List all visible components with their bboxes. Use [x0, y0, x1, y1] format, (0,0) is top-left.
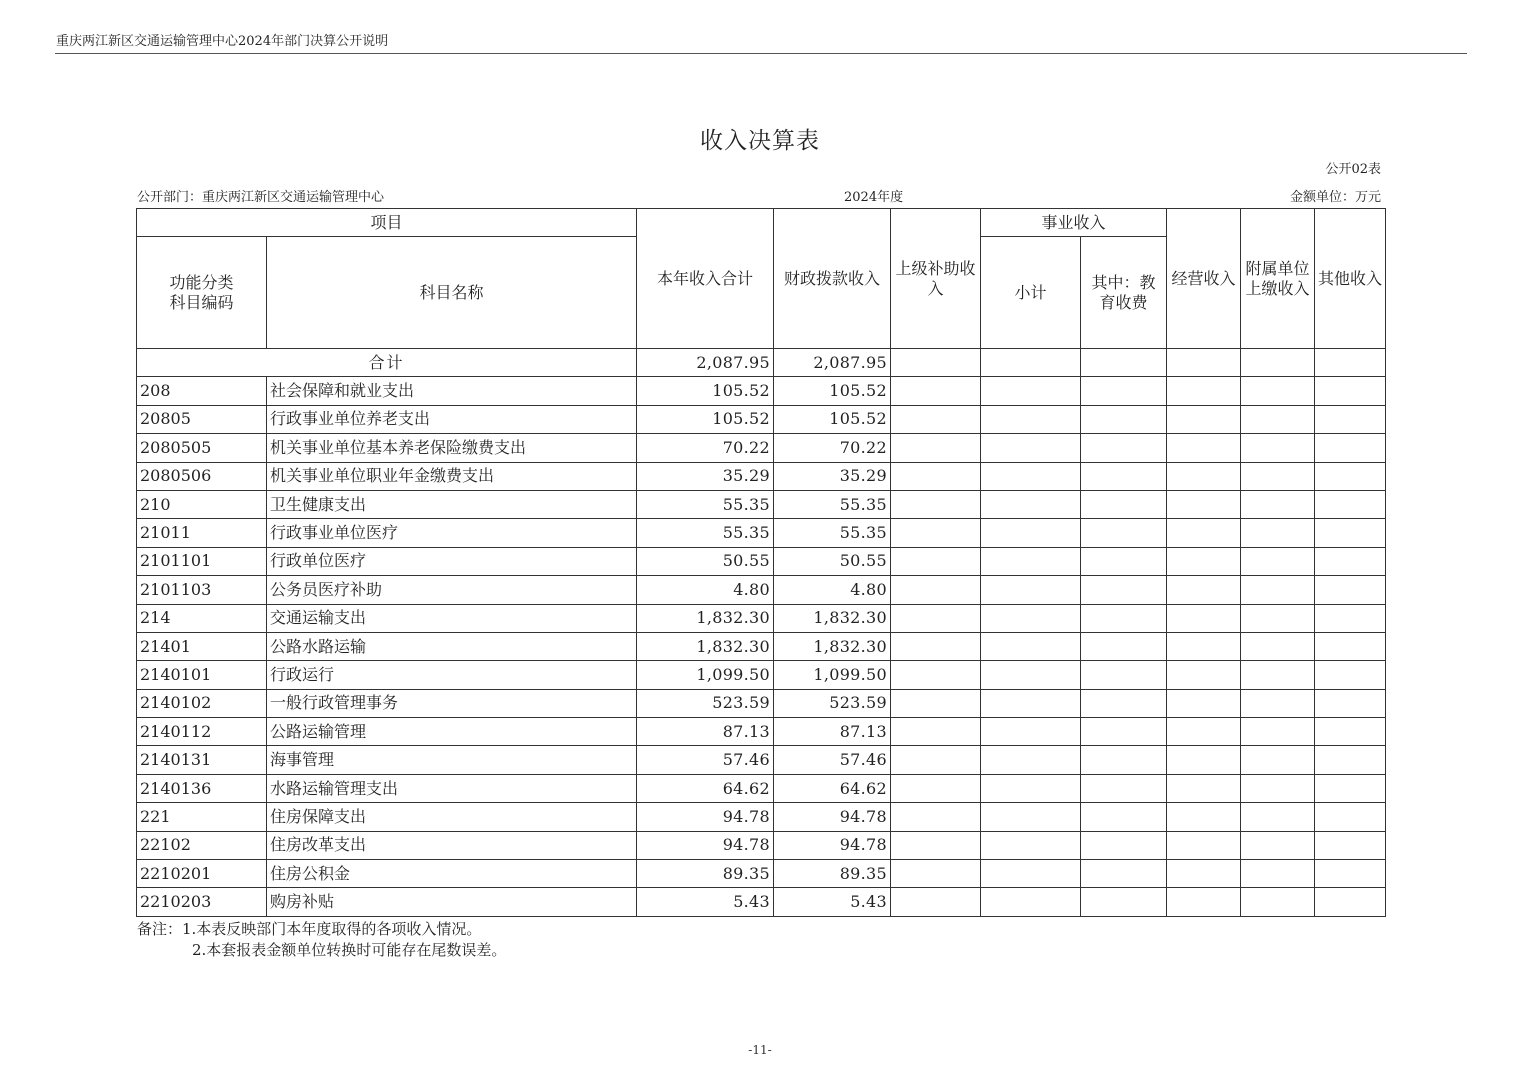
empty-cell: [1081, 803, 1167, 831]
empty-cell: [1167, 434, 1241, 462]
empty-cell: [1315, 377, 1386, 405]
row-name: 住房保障支出: [267, 803, 637, 831]
empty-cell: [1241, 803, 1315, 831]
total-income: 2,087.95: [637, 349, 774, 377]
empty-cell: [1315, 860, 1386, 888]
row-total: 50.55: [637, 547, 774, 575]
empty-cell: [981, 547, 1081, 575]
row-name: 海事管理: [267, 746, 637, 774]
empty-cell: [981, 888, 1081, 916]
header-business-income: 事业收入: [981, 209, 1167, 237]
empty-cell: [981, 803, 1081, 831]
row-code: 208: [137, 377, 267, 405]
empty-cell: [981, 462, 1081, 490]
empty-cell: [891, 462, 981, 490]
empty-cell: [891, 774, 981, 802]
row-code: 2101101: [137, 547, 267, 575]
empty-cell: [1081, 604, 1167, 632]
row-fiscal: 94.78: [774, 803, 891, 831]
table-row: [137, 519, 1386, 547]
row-fiscal: 57.46: [774, 746, 891, 774]
row-fiscal: 1,832.30: [774, 604, 891, 632]
row-name: 一般行政管理事务: [267, 689, 637, 717]
row-fiscal: 89.35: [774, 860, 891, 888]
empty-cell: [891, 746, 981, 774]
row-code: 221: [137, 803, 267, 831]
empty-cell: [1315, 831, 1386, 859]
row-total: 94.78: [637, 803, 774, 831]
empty-cell: [1241, 746, 1315, 774]
empty-cell: [891, 576, 981, 604]
table-row: [137, 689, 1386, 717]
empty-cell: [1315, 490, 1386, 518]
header-affiliated: 附属单位上缴收入: [1241, 209, 1315, 349]
row-fiscal: 35.29: [774, 462, 891, 490]
footnotes: [137, 919, 506, 961]
empty-cell: [1315, 576, 1386, 604]
empty-cell: [1315, 689, 1386, 717]
empty-cell: [1167, 405, 1241, 433]
row-total: 1,832.30: [637, 632, 774, 660]
running-header: 重庆两江新区交通运输管理中心2024年部门决算公开说明: [56, 34, 389, 49]
empty-cell: [1167, 746, 1241, 774]
empty-cell: [981, 604, 1081, 632]
empty-cell: [1315, 774, 1386, 802]
empty-cell: [981, 774, 1081, 802]
empty-cell: [981, 831, 1081, 859]
row-name: 公路运输管理: [267, 718, 637, 746]
income-statement-table: [136, 208, 1386, 917]
empty-cell: [1241, 405, 1315, 433]
page-number: -11-: [748, 1043, 772, 1057]
empty-cell: [891, 860, 981, 888]
empty-cell: [1315, 519, 1386, 547]
row-name: 卫生健康支出: [267, 490, 637, 518]
row-name: 交通运输支出: [267, 604, 637, 632]
empty-cell: [1241, 718, 1315, 746]
row-code: 21011: [137, 519, 267, 547]
empty-cell: [1167, 519, 1241, 547]
table-row: [137, 434, 1386, 462]
row-name: 行政单位医疗: [267, 547, 637, 575]
table-row: [137, 604, 1386, 632]
empty-cell: [1167, 718, 1241, 746]
header-project: 项目: [137, 209, 637, 237]
row-code: 21401: [137, 632, 267, 660]
row-fiscal: 5.43: [774, 888, 891, 916]
empty-cell: [981, 490, 1081, 518]
row-code: 2140102: [137, 689, 267, 717]
row-name: 社会保障和就业支出: [267, 377, 637, 405]
row-code: 210: [137, 490, 267, 518]
empty-cell: [1081, 519, 1167, 547]
table-row: [137, 860, 1386, 888]
table-row: [137, 377, 1386, 405]
row-fiscal: 70.22: [774, 434, 891, 462]
amount-unit: 金额单位：万元: [1289, 190, 1381, 205]
row-fiscal: 87.13: [774, 718, 891, 746]
header-operating: 经营收入: [1167, 209, 1241, 349]
table-row: [137, 405, 1386, 433]
empty-cell: [1081, 831, 1167, 859]
row-name: 住房公积金: [267, 860, 637, 888]
row-total: 87.13: [637, 718, 774, 746]
empty-cell: [891, 490, 981, 518]
empty-cell: [981, 576, 1081, 604]
empty-cell: [1081, 718, 1167, 746]
row-name: 机关事业单位基本养老保险缴费支出: [267, 434, 637, 462]
row-name: 行政运行: [267, 661, 637, 689]
empty-cell: [1241, 860, 1315, 888]
empty-cell: [891, 604, 981, 632]
row-total: 64.62: [637, 774, 774, 802]
row-total: 523.59: [637, 689, 774, 717]
empty-cell: [981, 377, 1081, 405]
empty-cell: [981, 434, 1081, 462]
row-name: 公路水路运输: [267, 632, 637, 660]
row-code: 2140136: [137, 774, 267, 802]
row-name: 行政事业单位养老支出: [267, 405, 637, 433]
empty-cell: [1081, 576, 1167, 604]
empty-cell: [1315, 746, 1386, 774]
empty-cell: [1315, 462, 1386, 490]
empty-cell: [981, 860, 1081, 888]
table-row: [137, 746, 1386, 774]
empty-cell: [891, 519, 981, 547]
row-total: 94.78: [637, 831, 774, 859]
table-row: [137, 490, 1386, 518]
row-total: 89.35: [637, 860, 774, 888]
row-total: 5.43: [637, 888, 774, 916]
empty-cell: [981, 718, 1081, 746]
empty-cell: [1081, 661, 1167, 689]
empty-cell: [891, 831, 981, 859]
empty-cell: [1081, 746, 1167, 774]
empty-cell: [1081, 547, 1167, 575]
row-total: 105.52: [637, 405, 774, 433]
table-row: [137, 661, 1386, 689]
empty-cell: [1315, 547, 1386, 575]
row-code: 2080506: [137, 462, 267, 490]
empty-cell: [891, 632, 981, 660]
empty-cell: [1081, 632, 1167, 660]
empty-cell: [1241, 462, 1315, 490]
empty-cell: [1315, 661, 1386, 689]
empty-cell: [1241, 632, 1315, 660]
table-row: [137, 462, 1386, 490]
empty-cell: [1167, 490, 1241, 518]
empty-cell: [1081, 888, 1167, 916]
empty-cell: [1241, 490, 1315, 518]
row-code: 2140112: [137, 718, 267, 746]
empty-cell: [1315, 803, 1386, 831]
empty-cell: [981, 746, 1081, 774]
note-1: 备注：1.本表反映部门本年度取得的各项收入情况。: [137, 920, 482, 938]
row-code: 22102: [137, 831, 267, 859]
empty-cell: [1241, 888, 1315, 916]
row-fiscal: 50.55: [774, 547, 891, 575]
empty-cell: [1081, 490, 1167, 518]
row-fiscal: 55.35: [774, 519, 891, 547]
row-fiscal: 523.59: [774, 689, 891, 717]
empty-cell: [1315, 434, 1386, 462]
total-label: 合计: [137, 349, 637, 377]
row-total: 57.46: [637, 746, 774, 774]
empty-cell: [1241, 519, 1315, 547]
empty-cell: [981, 519, 1081, 547]
empty-cell: [1167, 774, 1241, 802]
empty-cell: [1167, 831, 1241, 859]
empty-cell: [1241, 774, 1315, 802]
empty-cell: [1167, 377, 1241, 405]
row-total: 35.29: [637, 462, 774, 490]
row-code: 2210203: [137, 888, 267, 916]
row-fiscal: 105.52: [774, 405, 891, 433]
table-row: [137, 803, 1386, 831]
header-superior: 上级补助收入: [891, 209, 981, 349]
empty-cell: [1315, 632, 1386, 660]
row-name: 公务员医疗补助: [267, 576, 637, 604]
empty-cell: [891, 434, 981, 462]
table-row: [137, 576, 1386, 604]
header-education-fee: 其中：教育收费: [1081, 237, 1167, 349]
empty-cell: [1315, 405, 1386, 433]
row-code: 20805: [137, 405, 267, 433]
table-row: [137, 718, 1386, 746]
row-total: 55.35: [637, 490, 774, 518]
empty-cell: [1081, 377, 1167, 405]
empty-cell: [981, 405, 1081, 433]
empty-cell: [1081, 860, 1167, 888]
empty-cell: [981, 689, 1081, 717]
header-other: 其他收入: [1315, 209, 1386, 349]
header-name: 科目名称: [267, 237, 637, 349]
row-total: 55.35: [637, 519, 774, 547]
empty-cell: [891, 718, 981, 746]
empty-cell: [1315, 718, 1386, 746]
empty-cell: [1081, 774, 1167, 802]
row-total: 105.52: [637, 377, 774, 405]
empty-cell: [981, 661, 1081, 689]
row-name: 水路运输管理支出: [267, 774, 637, 802]
empty-cell: [981, 632, 1081, 660]
header-subtotal: 小计: [981, 237, 1081, 349]
row-fiscal: 94.78: [774, 831, 891, 859]
row-fiscal: 105.52: [774, 377, 891, 405]
empty-cell: [891, 547, 981, 575]
row-code: 2080505: [137, 434, 267, 462]
row-fiscal: 64.62: [774, 774, 891, 802]
empty-cell: [1081, 434, 1167, 462]
row-code: 2210201: [137, 860, 267, 888]
empty-cell: [1315, 604, 1386, 632]
empty-cell: [1241, 576, 1315, 604]
empty-cell: [1241, 434, 1315, 462]
empty-cell: [1167, 576, 1241, 604]
empty-cell: [1167, 462, 1241, 490]
empty-cell: [1241, 831, 1315, 859]
empty-cell: [891, 661, 981, 689]
empty-cell: [891, 377, 981, 405]
header-total: 本年收入合计: [637, 209, 774, 349]
row-code: 2140101: [137, 661, 267, 689]
header-divider: [55, 53, 1467, 54]
row-code: 214: [137, 604, 267, 632]
header-fiscal: 财政拨款收入: [774, 209, 891, 349]
empty-cell: [891, 689, 981, 717]
row-code: 2101103: [137, 576, 267, 604]
row-total: 1,099.50: [637, 661, 774, 689]
empty-cell: [1167, 661, 1241, 689]
table-row: [137, 831, 1386, 859]
empty-cell: [1167, 547, 1241, 575]
empty-cell: [1167, 803, 1241, 831]
row-name: 机关事业单位职业年金缴费支出: [267, 462, 637, 490]
empty-cell: [1167, 604, 1241, 632]
row-fiscal: 55.35: [774, 490, 891, 518]
table-row: [137, 547, 1386, 575]
page-title: 收入决算表: [700, 128, 820, 154]
empty-cell: [1241, 377, 1315, 405]
empty-cell: [1241, 689, 1315, 717]
empty-cell: [1167, 888, 1241, 916]
empty-cell: [891, 888, 981, 916]
empty-cell: [891, 405, 981, 433]
table-row: [137, 888, 1386, 916]
table-row: [137, 774, 1386, 802]
empty-cell: [1081, 689, 1167, 717]
note-2: 2.本套报表金额单位转换时可能存在尾数误差。: [192, 941, 507, 959]
empty-cell: [1081, 462, 1167, 490]
empty-cell: [891, 803, 981, 831]
empty-cell: [1315, 888, 1386, 916]
row-fiscal: 1,832.30: [774, 632, 891, 660]
empty-cell: [1241, 547, 1315, 575]
department-label: 公开部门：重庆两江新区交通运输管理中心: [137, 190, 385, 205]
row-fiscal: 1,099.50: [774, 661, 891, 689]
row-name: 行政事业单位医疗: [267, 519, 637, 547]
total-row: [137, 349, 1386, 377]
fiscal-year: 2024年度: [844, 190, 904, 205]
row-total: 1,832.30: [637, 604, 774, 632]
header-code: 功能分类 科目编码: [137, 237, 267, 349]
row-code: 2140131: [137, 746, 267, 774]
empty-cell: [1241, 604, 1315, 632]
empty-cell: [1081, 405, 1167, 433]
form-code: 公开02表: [1325, 162, 1381, 177]
empty-cell: [1167, 632, 1241, 660]
row-fiscal: 4.80: [774, 576, 891, 604]
empty-cell: [1167, 860, 1241, 888]
row-total: 70.22: [637, 434, 774, 462]
total-fiscal: 2,087.95: [774, 349, 891, 377]
table-row: [137, 632, 1386, 660]
empty-cell: [1167, 689, 1241, 717]
empty-cell: [1241, 661, 1315, 689]
row-name: 购房补贴: [267, 888, 637, 916]
row-name: 住房改革支出: [267, 831, 637, 859]
row-total: 4.80: [637, 576, 774, 604]
